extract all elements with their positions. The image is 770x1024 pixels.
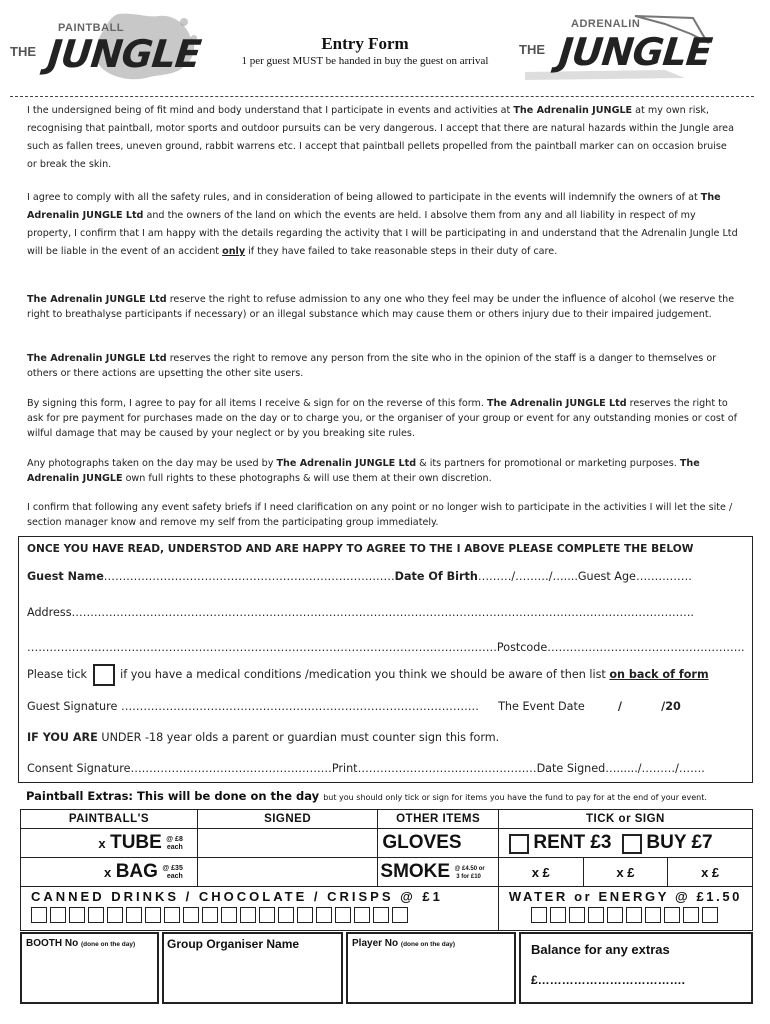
gloves-cell: GLOVES [378, 829, 499, 858]
col-other-items: OTHER ITEMS [378, 810, 499, 829]
snack-checkbox[interactable] [183, 907, 199, 923]
water-checkbox[interactable] [664, 907, 680, 923]
form-subtitle: 1 per guest MUST be handed in buy the guest on arrival [241, 55, 489, 67]
gloves-options: RENT £3 BUY £7 [498, 829, 752, 858]
smoke-cell: SMOKE @ £4.50 or 3 for £10 [378, 858, 499, 887]
medical-checkbox[interactable] [93, 664, 115, 686]
logo-left-main: JUNGLE [45, 32, 203, 76]
snack-checkbox[interactable] [126, 907, 142, 923]
snack-checkbox[interactable] [221, 907, 237, 923]
snack-checkbox[interactable] [31, 907, 47, 923]
paragraph-risk: I the undersigned being of fit mind and body understand that I participate in events and activities at The Adrenalin JUNGLE at my own risk, recognising that paintball, motor sports and outdoor pursuits can be very dangerous. I accept that there are natural hazards within the Jungle area such as fallen trees, uneven ground, rabbit warrens etc. I accept that paintball pellets propelled from the paintball marker can on occasion bruise or break the skin. [27, 105, 734, 170]
paragraph-removal: The Adrenalin JUNGLE Ltd reserves the right to remove any person from the site who in the opinion of the staff is a danger to themselves or others or there actions are upsetting the other site users. [27, 353, 717, 379]
logo-adrenalin-jungle [515, 12, 714, 84]
water-checkbox[interactable] [569, 907, 585, 923]
col-signed: SIGNED [197, 810, 378, 829]
snack-checkbox[interactable] [164, 907, 180, 923]
water-checkbox[interactable] [645, 907, 661, 923]
player-number-box[interactable]: Player No (done on the day) [346, 932, 516, 1004]
water-checkbox[interactable] [531, 907, 547, 923]
paragraph-photographs: Any photographs taken on the day may be used by The Adrenalin JUNGLE Ltd & its partners for promotional or marketing purposes. The Adrenalin JUNGLE own full rights to these photographs & will use them at their own discretion. [27, 458, 700, 484]
snacks-cell: CANNED DRINKS / CHOCOLATE / CRISPS @ £1 [21, 887, 499, 931]
header-divider [10, 96, 754, 97]
paragraph-safety: I agree to comply with all the safety rules, and in consideration of being allowed to participate in the events will indemnify the owners of at The Adrenalin JUNGLE Ltd and the owners of the land on which the events are held. I absolve them from any and all liability in respect of my property, I confirm that I am happy with the details regarding the activity that I will be participating in and understand that the Adrenalin Jungle Ltd will be liable in the event of an accident only if they have failed to take reasonable steps in their duty of care. [27, 192, 738, 257]
logo-paintball-jungle [8, 10, 203, 82]
snack-checkbox[interactable] [373, 907, 389, 923]
water-cell: WATER or ENERGY @ £1.50 [498, 887, 752, 931]
snack-checkbox[interactable] [297, 907, 313, 923]
snack-checkbox[interactable] [335, 907, 351, 923]
extras-title: Paintball Extras: This will be done on the day but you should only tick or sign for items you have the fund to pay for at the end of your event. [26, 789, 707, 803]
logo-right-main: JUNGLE [556, 30, 714, 74]
water-checkbox[interactable] [683, 907, 699, 923]
form-heading: ONCE YOU HAVE READ, UNDERSTOD AND ARE HAPPY TO AGREE TO THE I ABOVE PLEASE COMPLETE THE BELOW [27, 543, 694, 555]
logo-left-top: PAINTBALL [58, 22, 125, 34]
bag-signed-field[interactable] [197, 858, 378, 887]
extras-table [20, 809, 753, 931]
guest-name-line[interactable]: Guest Name……………………………………………………………………Date Of Birth………/………/…....Guest Age…………… [27, 570, 692, 583]
snack-checkbox[interactable] [392, 907, 408, 923]
water-checkboxes [509, 907, 742, 928]
logo-left-the: THE [10, 44, 36, 59]
col-tick-or-sign: TICK or SIGN [498, 810, 752, 829]
water-checkbox[interactable] [626, 907, 642, 923]
buy-checkbox[interactable] [622, 834, 642, 854]
tube-cell: x TUBE @ £8 each [21, 829, 198, 858]
smoke-qty-1[interactable]: x £ [498, 858, 583, 887]
snack-checkbox[interactable] [316, 907, 332, 923]
under-18-notice: IF YOU ARE UNDER -18 year olds a parent or guardian must counter sign this form. [27, 731, 500, 744]
snack-checkbox[interactable] [50, 907, 66, 923]
snack-checkbox[interactable] [145, 907, 161, 923]
paragraph-alcohol: The Adrenalin JUNGLE Ltd reserve the right to refuse admission to any one who they feel may be under the influence of alcohol (we reserve the right to breathalyse participants if necessary) or an illegal substance which may cause them or others injury due to their impaired judgement. [27, 294, 735, 320]
snack-checkboxes [31, 907, 488, 928]
tube-signed-field[interactable] [197, 829, 378, 858]
group-organiser-box[interactable]: Group Organiser Name [162, 932, 343, 1004]
balance-box[interactable]: Balance for any extras £………………………………. [519, 932, 753, 1004]
snack-checkbox[interactable] [354, 907, 370, 923]
col-paintballs: PAINTBALL'S [21, 810, 198, 829]
booth-number-box[interactable]: BOOTH No (done on the day) [20, 932, 159, 1004]
smoke-qty-2[interactable]: x £ [583, 858, 668, 887]
paragraph-briefing: I confirm that following any event safety briefs if I need clarification on any point or no longer wish to participate in the activities I will let the site / section manager know and remove my self from the participating group immediately. [27, 502, 733, 528]
water-checkbox[interactable] [588, 907, 604, 923]
water-checkbox[interactable] [607, 907, 623, 923]
snack-checkbox[interactable] [107, 907, 123, 923]
snack-checkbox[interactable] [278, 907, 294, 923]
snack-checkbox[interactable] [202, 907, 218, 923]
rent-checkbox[interactable] [509, 834, 529, 854]
logo-right-the: THE [519, 42, 545, 57]
consent-signature-field[interactable]: Consent Signature………………………………………………Print…………………………………………Date Signed…....../………/……. [27, 762, 705, 775]
smoke-qty-3[interactable]: x £ [668, 858, 753, 887]
water-checkbox[interactable] [550, 907, 566, 923]
snack-checkbox[interactable] [69, 907, 85, 923]
address-field[interactable]: Address………………………………………………………………………………………………………………………………………………….. [27, 606, 694, 619]
form-title: Entry Form [321, 34, 409, 53]
bag-cell: x BAG @ £35 each [21, 858, 198, 887]
snack-checkbox[interactable] [88, 907, 104, 923]
address-line-2-field[interactable]: ………………………………………………………………………………………………………………Postcode…………………………………………….. [27, 641, 745, 654]
water-checkbox[interactable] [702, 907, 718, 923]
medical-tick-row: Please tick if you have a medical conditions /medication you think we should be aware of then list on back of form [27, 664, 709, 686]
logo-right-top: ADRENALIN [571, 18, 641, 30]
guest-signature-field[interactable]: Guest Signature …………………………………………………………………………………… The Event Date / /20 [27, 700, 681, 713]
back-of-form-label: on back of form [609, 668, 709, 681]
paragraph-payment: By signing this form, I agree to pay for all items I receive & sign for on the reverse of this form. The Adrenalin JUNGLE Ltd reserves the right to ask for pre payment for purchases made on the day or to charge you, or the organiser of your group or event for any outstanding monies or cost of wilful damage that may be caused by your neglect or by you breaking site rules. [27, 398, 737, 439]
snack-checkbox[interactable] [259, 907, 275, 923]
snack-checkbox[interactable] [240, 907, 256, 923]
